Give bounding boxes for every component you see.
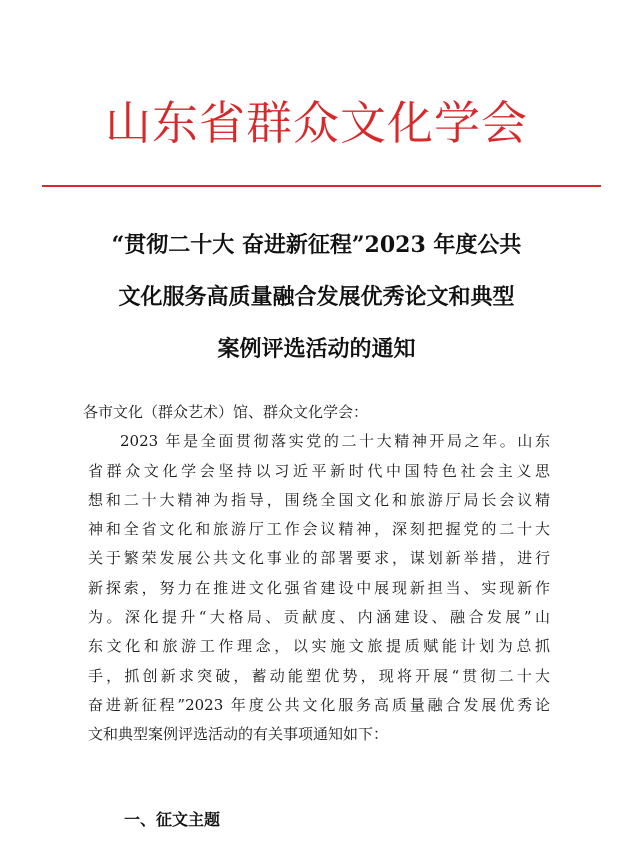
- paragraph-line: 神和全省文化和旅游厅工作会议精神，深刻把握党的二十大: [88, 520, 550, 539]
- paragraph-line: 为。深化提升“大格局、贡献度、内涵建设、融合发展”山: [88, 608, 550, 627]
- paragraph-line: 东文化和旅游工作理念，以实施文旅提质赋能计划为总抓: [88, 637, 550, 656]
- paragraph-line: 手，抓创新求突破，蓄动能塑优势，现将开展“贯彻二十大: [88, 666, 550, 685]
- section-heading: 一、征文主题: [124, 810, 221, 829]
- salutation: 各市文化（群众艺术）馆、群众文化学会：: [83, 403, 369, 421]
- paragraph-line: 想和二十大精神为指导，围绕全国文化和旅游厅局长会议精: [88, 490, 550, 509]
- paragraph-line: 2023 年是全面贯彻落实党的二十大精神开局之年。山东: [120, 432, 550, 451]
- title-line-3: 案例评选活动的通知: [217, 336, 416, 362]
- paragraph-line: 关于繁荣发展公共文化事业的部署要求，谋划新举措，进行: [88, 549, 550, 568]
- notice-body: [83, 398, 550, 750]
- paragraph-line: 新探索，努力在推进文化强省建设中展现新担当、实现新作: [88, 578, 550, 597]
- paragraph-line: 省群众文化学会坚持以习近平新时代中国特色社会主义思: [88, 461, 550, 480]
- paragraph-line: 奋进新征程”2023 年度公共文化服务高质量融合发展优秀论: [88, 695, 550, 714]
- letterhead-divider: [42, 185, 601, 187]
- title-line-1: “贯彻二十大 奋进新征程”2023 年度公共: [111, 232, 522, 258]
- paragraph-line: 文和典型案例评选活动的有关事项通知如下：: [88, 725, 389, 744]
- organization-letterhead: 山东省群众文化学会: [105, 96, 528, 150]
- title-line-2: 文化服务高质量融合发展优秀论文和典型: [118, 284, 515, 310]
- notice-title: [60, 219, 573, 375]
